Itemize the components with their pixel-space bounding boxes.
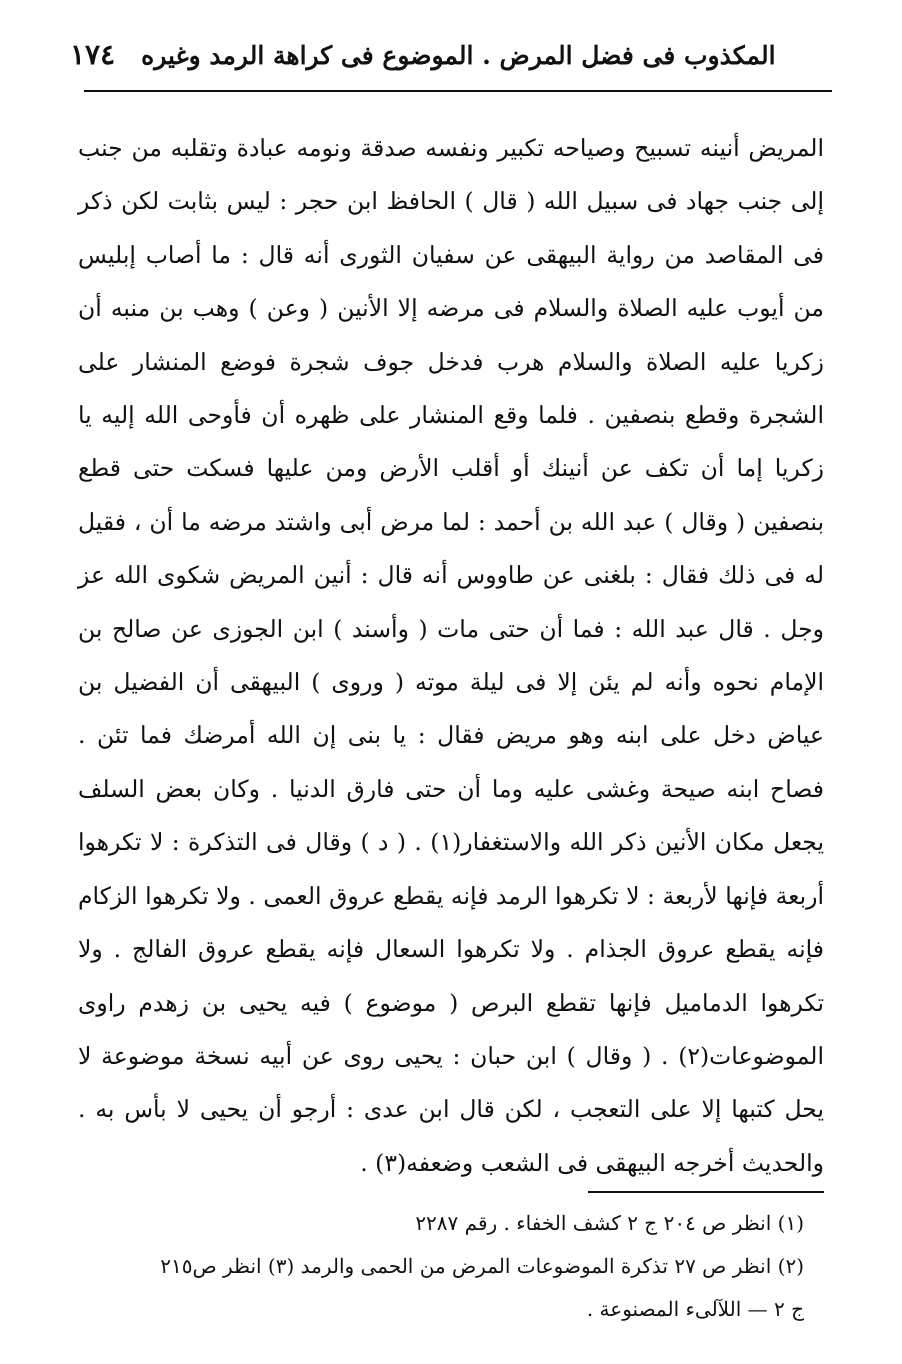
footnote-1: (١) انظر ص ٢٠٤ ج ٢ كشف الخفاء . رقم ٢٢٨٧ — [415, 1211, 804, 1235]
main-text — [78, 122, 824, 1190]
footnotes — [70, 1202, 804, 1331]
footnote-2-continuation: ج ٢ — اللآلىء المصنوعة . — [586, 1297, 804, 1321]
page-header — [70, 38, 832, 71]
footnote-2: (٢) انظر ص ٢٧ تذكرة الموضوعات المرض من الحمى والرمد (٣) انظر ص٢١٥ — [160, 1254, 804, 1278]
main-paragraph: المريض أنينه تسبيح وصياحه تكبير ونفسه صدقة ونومه عبادة وتقلبه من جنب إلى جنب جهاد فى سبيل الله ( قال ) الحافظ ابن حجر : ليس بثابت لكن ذكر فى المقاصد من رواية البيهقى عن سفيان الثورى أنه قال : ما أصاب إبليس من أيوب عليه الصلاة والسلام فى مرضه إلا الأنين ( وعن ) وهب بن منبه أن زكريا عليه الصلاة والسلام هرب فدخل جوف شجرة فوضع المنشار على الشجرة وقطع بنصفين . فلما وقع المنشار على ظهره أن فأوحى الله إليه يا زكريا إما أن تكف عن أنينك أو أقلب الأرض ومن عليها فسكت حتى قطع بنصفين ( وقال ) عبد الله بن أحمد : لما مرض أبى واشتد مرضه ما أن ، فقيل له فى ذلك فقال : بلغنى عن طاووس أنه قال : أنين المريض شكوى الله عز وجل . قال عبد الله : فما أن حتى مات ( وأسند ) ابن الجوزى عن صالح بن الإمام نحوه وأنه لم يئن إلا فى ليلة موته ( وروى ) البيهقى أن الفضيل بن عياض دخل على ابنه وهو مريض فقال : يا بنى إن الله أمرضك فما تئن . فصاح ابنه صيحة وغشى عليه وما أن حتى فارق الدنيا . وكان بعض السلف يجعل مكان الأنين ذكر الله والاستغفار(١) . ( د ) وقال فى التذكرة : لا تكرهوا أربعة فإنها لأربعة : لا تكرهوا الرمد فإنه يقطع عروق العمى . ولا تكرهوا الزكام فإنه يقطع عروق الجذام . ولا تكرهوا السعال فإنه يقطع عروق الفالج . ولا تكرهوا الدماميل فإنها تقطع البرص ( موضوع ) فيه يحيى بن زهدم راوى الموضوعات(٢) . ( وقال ) ابن حبان : يحيى روى عن أبيه نسخة موضوعة لا يحل كتبها إلا على التعجب ، لكن قال ابن عدى : أرجو أن يحيى لا بأس به . والحديث أخرجه البيهقى فى الشعب وضعفه(٣) . — [78, 134, 824, 1177]
running-title: المكذوب فى فضل المرض . الموضوع فى كراهة الرمد وغيره — [141, 41, 776, 70]
footnote-separator — [588, 1191, 824, 1193]
page-number: ١٧٤ — [70, 38, 116, 71]
header-rule — [84, 90, 832, 92]
